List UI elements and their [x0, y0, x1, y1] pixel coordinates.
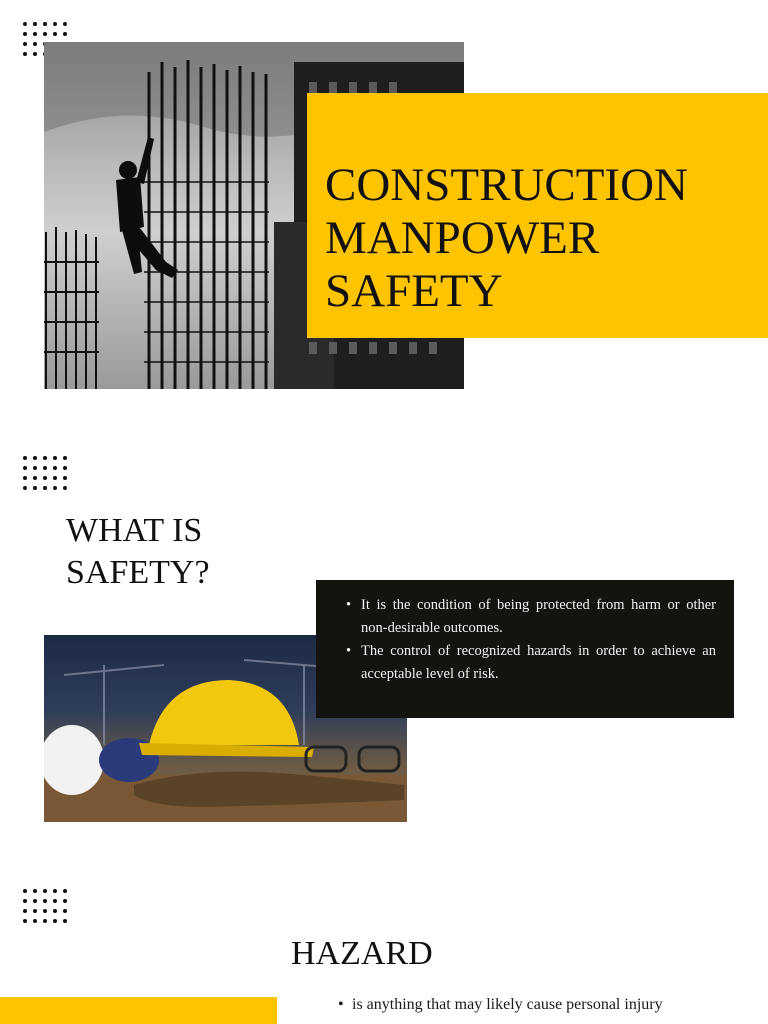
section-heading-hazard: HAZARD [291, 935, 433, 972]
safety-bullet-list [316, 580, 734, 686]
title-box [307, 93, 768, 338]
section-heading-safety: WHAT IS SAFETY? [66, 512, 210, 591]
bullet-item: • is anything that may likely cause personal injury [338, 993, 748, 1017]
safety-definition-box [316, 580, 734, 718]
bullet-item: • It is the condition of being protected from harm or other non-desirable outcomes. [346, 594, 716, 640]
page-title: CONSTRUCTION MANPOWER SAFETY [325, 159, 688, 317]
dot-grid-decoration-3 [23, 889, 67, 933]
dot-grid-decoration-2 [23, 456, 67, 500]
hazard-bullet-list [338, 993, 748, 1017]
yellow-accent-bar [0, 997, 277, 1024]
bullet-item: • The control of recognized hazards in order to achieve an acceptable level of risk. [346, 640, 716, 686]
